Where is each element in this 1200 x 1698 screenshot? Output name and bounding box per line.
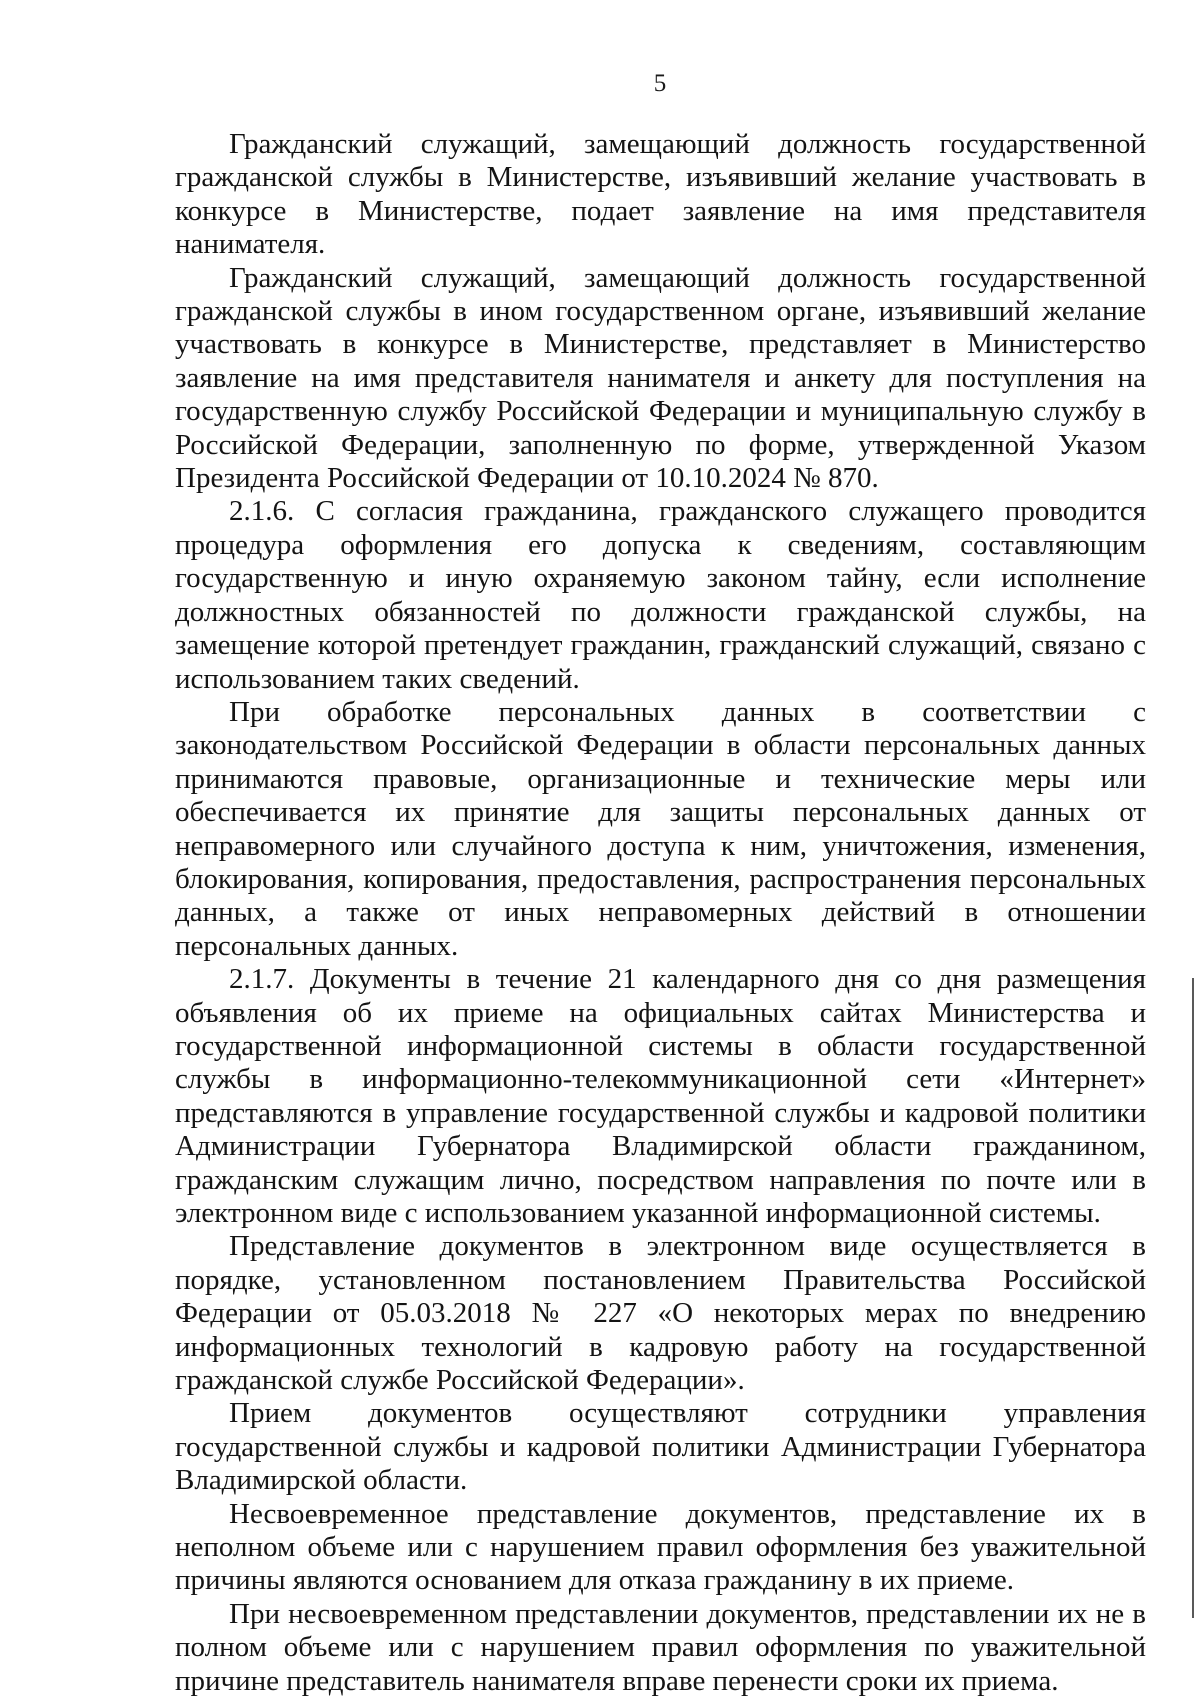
paragraph-personal-data: При обработке персональных данных в соответствии с законодательством Российской Федерации в области персональных данных принимаются правовые, организационные и технические меры или обеспечивается их принятие для защиты персональных данных от неправомерного или случайного доступа к ним, уничтожения, изменения, блокирования, копирования, предоставления, распространения персональных данных, а также от иных неправомерных действий в отношении персональных данных. [175,695,1146,962]
page-number: 5 [653,70,667,97]
paragraph-document-reception: Прием документов осуществляют сотрудники управления государственной службы и кадровой политики Администрации Губернатора Владимирской области. [175,1397,1146,1497]
paragraph-application-ministry: Гражданский служащий, замещающий должность государственной гражданской службы в Министерстве, изъявивший желание участвовать в конкурсе в Министерстве, подает заявление на имя представителя нанимателя. [175,128,1146,261]
document-body [175,128,1146,1698]
paragraph-2-1-6-clearance: 2.1.6. С согласия гражданина, гражданского служащего проводится процедура оформления его допуска к сведениям, составляющим государственную и иную охраняемую законом тайну, если исполнение должностных обязанностей по должности гражданской службы, на замещение которой претендует гражданин, гражданский служащий, связано с использованием таких сведений. [175,495,1146,695]
scan-edge-line [1192,978,1194,1618]
paragraph-refusal-grounds: Несвоевременное представление документов, представление их в неполном объеме или с нарушением правил оформления без уважительной причины являются основанием для отказа гражданину в их приеме. [175,1497,1146,1597]
paragraph-deadline-extension: При несвоевременном представлении документов, представлении их не в полном объеме или с нарушением правил оформления по уважительной причине представитель нанимателя вправе перенести сроки их приема. [175,1597,1146,1697]
paragraph-electronic-submission: Представление документов в электронном виде осуществляется в порядке, установленном постановлением Правительства Российской Федерации от 05.03.2018 № 227 «О некоторых мерах по внедрению информационных технологий в кадровую работу на государственной гражданской службе Российской Федерации». [175,1230,1146,1397]
paragraph-2-1-7-documents: 2.1.7. Документы в течение 21 календарного дня со дня размещения объявления об их приеме на официальных сайтах Министерства и государственной информационной системы в области государственной службы в информационно-телекоммуникационной сети «Интернет» представляются в управление государственной службы и кадровой политики Администрации Губернатора Владимирской области гражданином, гражданским служащим лично, посредством направления по почте или в электронном виде с использованием указанной информационной системы. [175,963,1146,1229]
paragraph-application-other-body: Гражданский служащий, замещающий должность государственной гражданской службы в ином государственном органе, изъявивший желание участвовать в конкурсе в Министерстве, представляет в Министерство заявление на имя представителя нанимателя и анкету для поступления на государственную службу Российской Федерации и муниципальную службу в Российской Федерации, заполненную по форме, утвержденной Указом Президента Российской Федерации от 10.10.2024 № 870. [175,261,1146,495]
